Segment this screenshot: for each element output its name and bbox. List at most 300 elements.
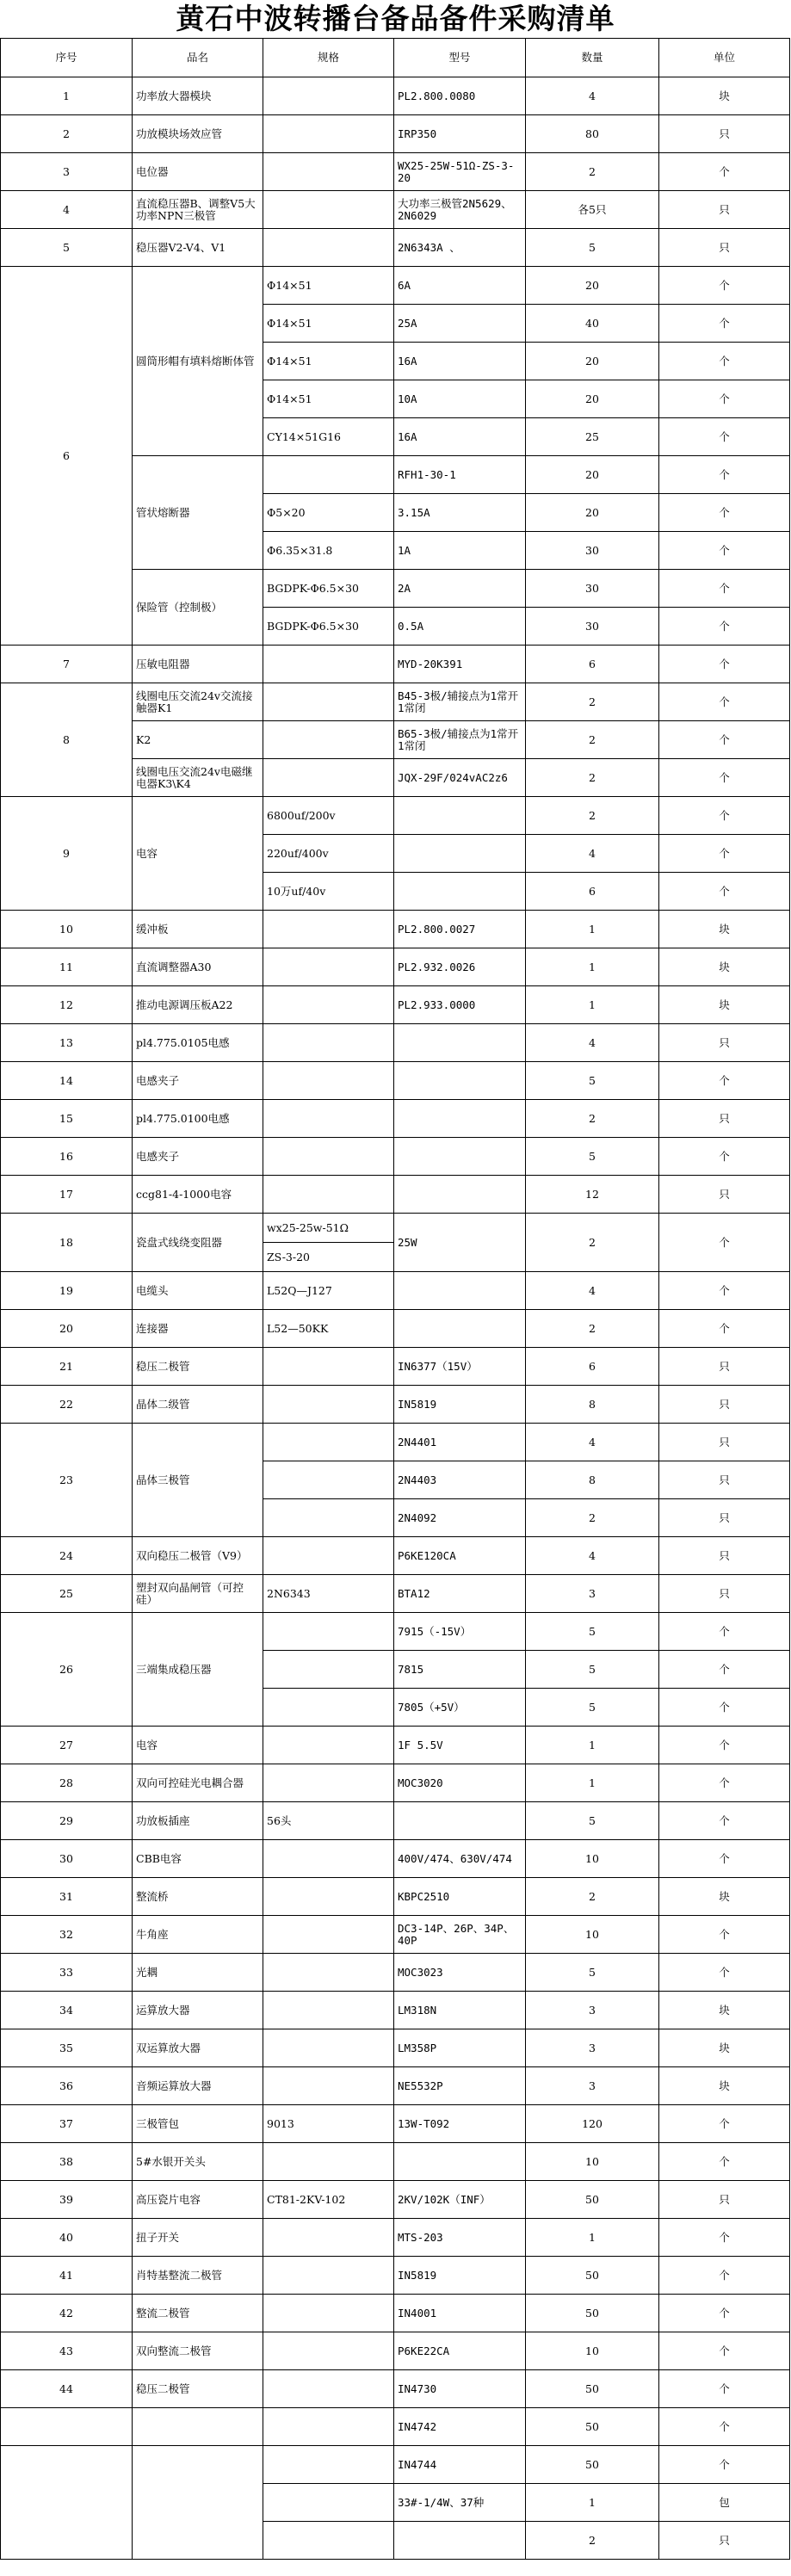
cell-qty: 8 (526, 1386, 659, 1424)
cell-spec: 6800uf/200v (263, 797, 394, 835)
cell-no: 18 (1, 1214, 133, 1272)
cell-spec (263, 2484, 394, 2522)
cell-no: 26 (1, 1613, 133, 1727)
cell-no: 38 (1, 2143, 133, 2181)
cell-name: 功率放大器模块 (133, 77, 263, 115)
table-row (1, 1138, 790, 1176)
cell-no: 4 (1, 191, 133, 229)
cell-spec: CT81-2KV-102 (263, 2181, 394, 2219)
cell-unit: 个 (659, 1272, 790, 1310)
cell-model: KBPC2510 (394, 1878, 526, 1916)
cell-qty: 1 (526, 911, 659, 948)
cell-no: 15 (1, 1100, 133, 1138)
cell-name: 电容 (133, 797, 263, 911)
table-row (1, 77, 790, 115)
cell-spec: Φ14×51 (263, 380, 394, 418)
procurement-table (0, 38, 790, 2560)
cell-unit: 块 (659, 1992, 790, 2029)
cell-qty: 1 (526, 2484, 659, 2522)
cell-name: 电缆头 (133, 1272, 263, 1310)
cell-spec (263, 948, 394, 986)
cell-spec: 9013 (263, 2105, 394, 2143)
cell-model: 7815 (394, 1651, 526, 1689)
cell-model: 2A (394, 570, 526, 608)
table-row (1, 646, 790, 683)
cell-qty: 2 (526, 759, 659, 797)
cell-no: 10 (1, 911, 133, 948)
cell-qty: 2 (526, 683, 659, 721)
table-row (1, 1954, 790, 1992)
cell-no: 6 (1, 267, 133, 646)
cell-spec: 56头 (263, 1802, 394, 1840)
cell-unit: 个 (659, 1613, 790, 1651)
cell-unit: 个 (659, 873, 790, 911)
cell-qty: 10 (526, 2143, 659, 2181)
cell-qty: 10 (526, 2332, 659, 2370)
cell-name: 压敏电阻器 (133, 646, 263, 683)
cell-model: 7915（-15V） (394, 1613, 526, 1651)
cell-model: IN5819 (394, 2257, 526, 2295)
cell-model (394, 1310, 526, 1348)
cell-name: K2 (133, 721, 263, 759)
cell-model: 1A (394, 532, 526, 570)
cell-unit: 个 (659, 683, 790, 721)
cell-spec (263, 986, 394, 1024)
cell-spec (263, 1024, 394, 1062)
cell-model: MTS-203 (394, 2219, 526, 2257)
cell-spec (263, 1062, 394, 1100)
cell-model: RFH1-30-1 (394, 456, 526, 494)
cell-unit: 个 (659, 1214, 790, 1272)
cell-no (1, 2446, 133, 2560)
page-title: 黄石中波转播台备品备件采购清单 (176, 2, 615, 35)
cell-name: pl4.775.0100电感 (133, 1100, 263, 1138)
table-row (1, 267, 790, 305)
cell-no: 31 (1, 1878, 133, 1916)
cell-unit: 块 (659, 77, 790, 115)
cell-spec: CY14×51G16 (263, 418, 394, 456)
cell-no: 39 (1, 2181, 133, 2219)
cell-model: 大功率三极管2N5629、2N6029 (394, 191, 526, 229)
cell-no: 29 (1, 1802, 133, 1840)
cell-model (394, 873, 526, 911)
cell-spec (263, 2029, 394, 2067)
table-row (1, 2446, 790, 2484)
table-row (1, 2067, 790, 2105)
cell-name: 缓冲板 (133, 911, 263, 948)
cell-model: B65-3极/辅接点为1常开1常闭 (394, 721, 526, 759)
header-row (1, 39, 790, 77)
cell-model: LM358P (394, 2029, 526, 2067)
cell-no: 40 (1, 2219, 133, 2257)
cell-model: IRP350 (394, 115, 526, 153)
cell-model: IN4742 (394, 2408, 526, 2446)
cell-spec (263, 2408, 394, 2446)
cell-no: 20 (1, 1310, 133, 1348)
cell-qty: 2 (526, 1100, 659, 1138)
cell-unit: 只 (659, 1424, 790, 1461)
cell-name: 整流二极管 (133, 2295, 263, 2332)
table-row (1, 1764, 790, 1802)
cell-qty: 2 (526, 1214, 659, 1272)
cell-name: 双向稳压二极管（V9） (133, 1537, 263, 1575)
cell-model: IN5819 (394, 1386, 526, 1424)
cell-name: 扭子开关 (133, 2219, 263, 2257)
table-row (1, 229, 790, 267)
cell-no: 43 (1, 2332, 133, 2370)
cell-no: 25 (1, 1575, 133, 1613)
cell-spec: 2N6343 (263, 1575, 394, 1613)
table-row (1, 1537, 790, 1575)
cell-name: 电感夹子 (133, 1138, 263, 1176)
cell-unit: 个 (659, 1840, 790, 1878)
cell-model: MOC3020 (394, 1764, 526, 1802)
cell-model: 2N4403 (394, 1461, 526, 1499)
cell-qty: 5 (526, 1613, 659, 1651)
cell-spec (263, 191, 394, 229)
cell-qty: 50 (526, 2257, 659, 2295)
cell-spec: Φ6.35×31.8 (263, 532, 394, 570)
cell-name (133, 2446, 263, 2560)
col-header-name: 品名 (133, 39, 263, 77)
cell-spec (263, 77, 394, 115)
cell-model: IN6377（15V） (394, 1348, 526, 1386)
cell-qty: 4 (526, 77, 659, 115)
cell-model: 6A (394, 267, 526, 305)
table-row (1, 1272, 790, 1310)
table-row (1, 2332, 790, 2370)
cell-unit: 个 (659, 835, 790, 873)
cell-model: DC3-14P、26P、34P、40P (394, 1916, 526, 1954)
cell-qty: 20 (526, 494, 659, 532)
cell-no: 30 (1, 1840, 133, 1878)
cell-unit: 个 (659, 1651, 790, 1689)
col-header-no: 序号 (1, 39, 133, 77)
cell-spec (263, 1461, 394, 1499)
cell-name: 圆筒形帽有填料熔断体管 (133, 267, 263, 456)
cell-model: MYD-20K391 (394, 646, 526, 683)
cell-no: 22 (1, 1386, 133, 1424)
col-header-model: 型号 (394, 39, 526, 77)
table-row (1, 2181, 790, 2219)
cell-spec (263, 1499, 394, 1537)
cell-model: IN4730 (394, 2370, 526, 2408)
cell-name: 双向可控硅光电耦合器 (133, 1764, 263, 1802)
cell-model (394, 797, 526, 835)
cell-no: 34 (1, 1992, 133, 2029)
cell-qty: 5 (526, 1651, 659, 1689)
cell-unit: 个 (659, 1310, 790, 1348)
table-row (1, 153, 790, 191)
cell-spec (263, 2332, 394, 2370)
cell-spec (263, 911, 394, 948)
cell-unit: 只 (659, 1575, 790, 1613)
cell-no: 35 (1, 2029, 133, 2067)
cell-unit: 个 (659, 1727, 790, 1764)
cell-model (394, 1062, 526, 1100)
cell-model: 0.5A (394, 608, 526, 646)
table-row (1, 2105, 790, 2143)
cell-unit: 包 (659, 2484, 790, 2522)
cell-name: 双运算放大器 (133, 2029, 263, 2067)
cell-qty: 20 (526, 456, 659, 494)
cell-no: 14 (1, 1062, 133, 1100)
table-row (1, 1100, 790, 1138)
cell-qty: 30 (526, 532, 659, 570)
cell-unit: 只 (659, 1348, 790, 1386)
cell-qty: 1 (526, 1764, 659, 1802)
cell-qty: 4 (526, 835, 659, 873)
cell-name: 电容 (133, 1727, 263, 1764)
cell-qty: 各5只 (526, 191, 659, 229)
cell-name: 稳压二极管 (133, 2370, 263, 2408)
cell-spec (263, 2143, 394, 2181)
cell-no: 17 (1, 1176, 133, 1214)
cell-no: 3 (1, 153, 133, 191)
cell-model: P6KE22CA (394, 2332, 526, 2370)
cell-qty: 20 (526, 343, 659, 380)
cell-no: 36 (1, 2067, 133, 2105)
cell-spec (263, 153, 394, 191)
table-row (1, 2408, 790, 2446)
table-row (1, 1613, 790, 1651)
cell-unit: 只 (659, 1100, 790, 1138)
cell-qty: 1 (526, 2219, 659, 2257)
cell-qty: 20 (526, 380, 659, 418)
cell-spec (263, 115, 394, 153)
cell-unit: 个 (659, 2295, 790, 2332)
table-row (1, 2219, 790, 2257)
cell-model: NE5532P (394, 2067, 526, 2105)
table-row (1, 1802, 790, 1840)
table-row (1, 1992, 790, 2029)
cell-spec: L52Q—J127 (263, 1272, 394, 1310)
cell-spec (263, 456, 394, 494)
cell-spec (263, 1727, 394, 1764)
cell-model: IN4001 (394, 2295, 526, 2332)
cell-spec: ZS-3-20 (263, 1243, 394, 1272)
table-row (1, 2295, 790, 2332)
cell-qty: 2 (526, 1878, 659, 1916)
cell-unit: 个 (659, 153, 790, 191)
cell-name: 塑封双向晶闸管（可控硅） (133, 1575, 263, 1613)
cell-spec (263, 2067, 394, 2105)
cell-qty: 5 (526, 229, 659, 267)
table-row (1, 1727, 790, 1764)
table-row (1, 1386, 790, 1424)
cell-no: 1 (1, 77, 133, 115)
cell-model: BTA12 (394, 1575, 526, 1613)
cell-spec: BGDPK-Φ6.5×30 (263, 608, 394, 646)
cell-spec (263, 2257, 394, 2295)
cell-spec: Φ14×51 (263, 343, 394, 380)
cell-model: 33#-1/4W、37种 (394, 2484, 526, 2522)
cell-unit: 只 (659, 1537, 790, 1575)
cell-name: ccg81-4-1000电容 (133, 1176, 263, 1214)
cell-spec (263, 1176, 394, 1214)
cell-name: 牛角座 (133, 1916, 263, 1954)
cell-model: PL2.932.0026 (394, 948, 526, 986)
cell-qty: 6 (526, 873, 659, 911)
cell-spec: L52—50KK (263, 1310, 394, 1348)
cell-spec (263, 1992, 394, 2029)
cell-model: PL2.800.0080 (394, 77, 526, 115)
cell-no: 2 (1, 115, 133, 153)
table-row (1, 1214, 790, 1243)
cell-name: 晶体二级管 (133, 1386, 263, 1424)
cell-spec: 220uf/400v (263, 835, 394, 873)
cell-qty: 50 (526, 2446, 659, 2484)
table-row (1, 986, 790, 1024)
cell-name: 整流桥 (133, 1878, 263, 1916)
cell-qty: 3 (526, 2067, 659, 2105)
cell-unit: 块 (659, 948, 790, 986)
cell-unit: 个 (659, 532, 790, 570)
cell-spec (263, 1954, 394, 1992)
cell-model: 16A (394, 343, 526, 380)
cell-qty: 5 (526, 1062, 659, 1100)
cell-name: 电感夹子 (133, 1062, 263, 1100)
col-header-spec: 规格 (263, 39, 394, 77)
cell-model: MOC3023 (394, 1954, 526, 1992)
cell-model: 25A (394, 305, 526, 343)
cell-unit: 只 (659, 229, 790, 267)
cell-qty: 12 (526, 1176, 659, 1214)
cell-unit: 个 (659, 2257, 790, 2295)
cell-unit: 个 (659, 343, 790, 380)
cell-no: 28 (1, 1764, 133, 1802)
cell-qty: 25 (526, 418, 659, 456)
table-row (1, 115, 790, 153)
cell-spec (263, 2446, 394, 2484)
cell-unit: 个 (659, 2332, 790, 2370)
cell-no (1, 2408, 133, 2446)
cell-unit: 只 (659, 1499, 790, 1537)
cell-model: 2N4401 (394, 1424, 526, 1461)
cell-spec (263, 1348, 394, 1386)
table-row (1, 797, 790, 835)
cell-unit: 个 (659, 797, 790, 835)
cell-spec (263, 1386, 394, 1424)
cell-name: 连接器 (133, 1310, 263, 1348)
cell-model: LM318N (394, 1992, 526, 2029)
cell-no: 37 (1, 2105, 133, 2143)
cell-qty: 40 (526, 305, 659, 343)
table-row (1, 2257, 790, 2295)
table-row (1, 1916, 790, 1954)
cell-qty: 50 (526, 2295, 659, 2332)
cell-no: 7 (1, 646, 133, 683)
table-row (1, 191, 790, 229)
cell-qty: 10 (526, 1840, 659, 1878)
cell-spec (263, 1613, 394, 1651)
cell-unit: 个 (659, 2105, 790, 2143)
cell-no: 16 (1, 1138, 133, 1176)
cell-no: 11 (1, 948, 133, 986)
cell-name: 直流稳压器B、调整V5大功率NPN三极管 (133, 191, 263, 229)
cell-spec (263, 2522, 394, 2560)
cell-spec (263, 1840, 394, 1878)
cell-name: 电位器 (133, 153, 263, 191)
cell-unit: 块 (659, 986, 790, 1024)
cell-no: 24 (1, 1537, 133, 1575)
cell-spec: 10万uf/40v (263, 873, 394, 911)
table-row (1, 2143, 790, 2181)
cell-unit: 只 (659, 2522, 790, 2560)
cell-spec (263, 1100, 394, 1138)
cell-no: 8 (1, 683, 133, 797)
cell-no: 9 (1, 797, 133, 911)
cell-unit: 个 (659, 1689, 790, 1727)
cell-spec: Φ14×51 (263, 305, 394, 343)
cell-model: 13W-T092 (394, 2105, 526, 2143)
cell-spec (263, 2370, 394, 2408)
cell-model (394, 2143, 526, 2181)
cell-spec (263, 759, 394, 797)
cell-unit: 块 (659, 1878, 790, 1916)
cell-qty: 2 (526, 1310, 659, 1348)
cell-unit: 个 (659, 1802, 790, 1840)
cell-no: 41 (1, 2257, 133, 2295)
cell-spec: Φ5×20 (263, 494, 394, 532)
cell-spec (263, 1651, 394, 1689)
cell-name: 功放模块场效应管 (133, 115, 263, 153)
cell-qty: 5 (526, 1138, 659, 1176)
cell-no: 33 (1, 1954, 133, 1992)
table-row (1, 683, 790, 721)
col-header-qty: 数量 (526, 39, 659, 77)
cell-unit: 只 (659, 1176, 790, 1214)
cell-spec (263, 646, 394, 683)
cell-no: 12 (1, 986, 133, 1024)
cell-spec (263, 1764, 394, 1802)
cell-model: 7805（+5V） (394, 1689, 526, 1727)
cell-spec (263, 2219, 394, 2257)
cell-qty: 2 (526, 1499, 659, 1537)
cell-model: PL2.800.0027 (394, 911, 526, 948)
cell-name: 稳压二极管 (133, 1348, 263, 1386)
cell-model: P6KE120CA (394, 1537, 526, 1575)
cell-name: 线圈电压交流24v电磁继电器K3\K4 (133, 759, 263, 797)
cell-name (133, 2408, 263, 2446)
cell-model: 2N4092 (394, 1499, 526, 1537)
cell-unit: 个 (659, 267, 790, 305)
cell-model (394, 1024, 526, 1062)
cell-qty: 3 (526, 1992, 659, 2029)
table-row (1, 1310, 790, 1348)
cell-name: 功放板插座 (133, 1802, 263, 1840)
table-row (1, 1176, 790, 1214)
cell-name: 高压瓷片电容 (133, 2181, 263, 2219)
cell-qty: 4 (526, 1272, 659, 1310)
cell-qty: 1 (526, 948, 659, 986)
cell-no: 5 (1, 229, 133, 267)
cell-model (394, 835, 526, 873)
cell-qty: 1 (526, 986, 659, 1024)
cell-model: JQX-29F/024vAC2z6 (394, 759, 526, 797)
cell-name: 双向整流二极管 (133, 2332, 263, 2370)
cell-model: 2N6343A 、 (394, 229, 526, 267)
cell-unit: 个 (659, 2143, 790, 2181)
cell-qty: 6 (526, 1348, 659, 1386)
cell-model: 2KV/102K（INF） (394, 2181, 526, 2219)
cell-qty: 4 (526, 1024, 659, 1062)
cell-model (394, 1802, 526, 1840)
cell-model: 1F 5.5V (394, 1727, 526, 1764)
table-body (1, 77, 790, 2560)
cell-no: 32 (1, 1916, 133, 1954)
cell-unit: 个 (659, 2370, 790, 2408)
